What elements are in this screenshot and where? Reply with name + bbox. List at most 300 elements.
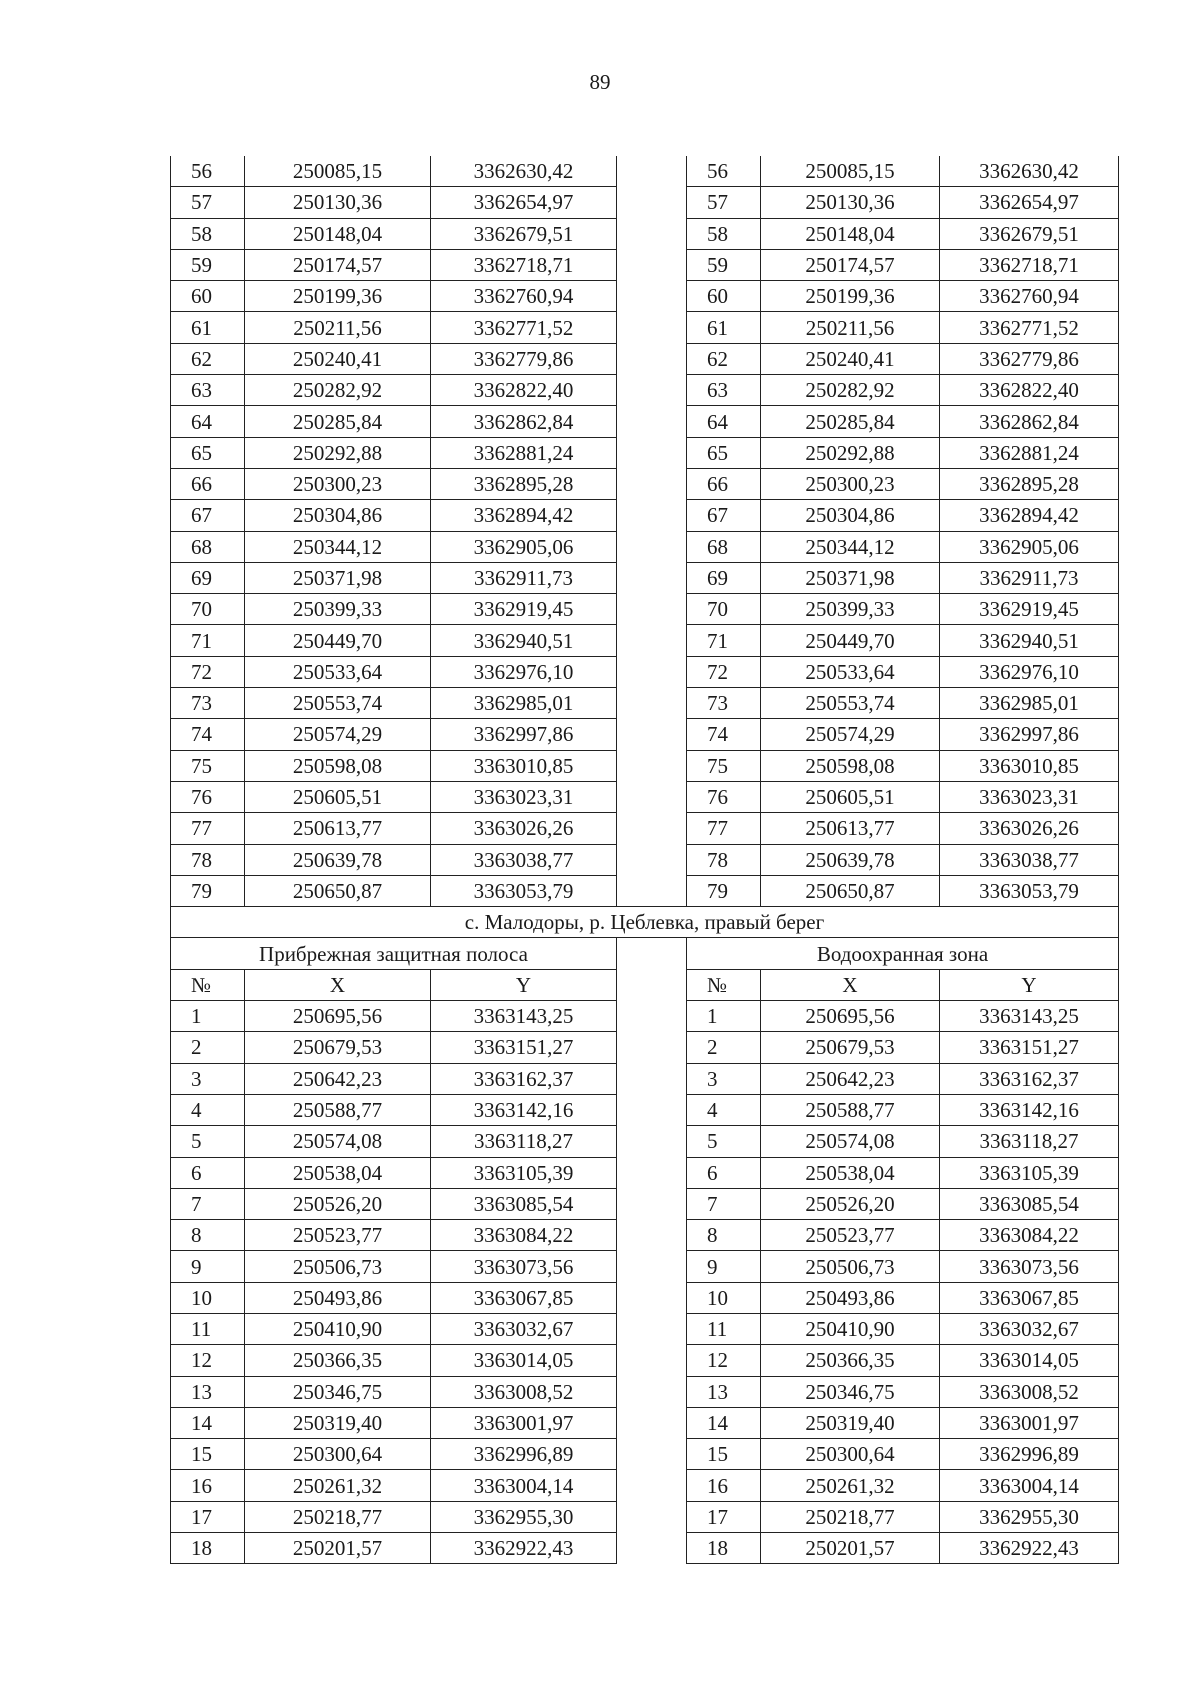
right-coord-y-cell: 3363105,39 [940,1157,1119,1188]
right-coord-y-cell: 3362881,24 [940,437,1119,468]
left-coord-y-cell: 3363001,97 [431,1407,617,1438]
table-row [171,531,1119,562]
table-row [171,1313,1119,1344]
right-coord-x-cell: 250695,56 [761,1001,940,1032]
table-row [171,406,1119,437]
right-coord-x-cell: 250218,77 [761,1501,940,1532]
table-gap [617,594,687,625]
left-coord-x-cell: 250523,77 [245,1220,431,1251]
left-point-number-cell: 15 [171,1439,245,1470]
left-coord-y-cell: 3363053,79 [431,875,617,906]
left-point-number-cell: 62 [171,343,245,374]
table-gap [617,1157,687,1188]
left-coord-x-cell: 250199,36 [245,281,431,312]
left-coord-y-cell: 3363038,77 [431,844,617,875]
right-point-number-cell: 76 [687,781,761,812]
right-point-number-cell: 73 [687,688,761,719]
table-gap [617,531,687,562]
left-coord-x-cell: 250130,36 [245,187,431,218]
left-coord-x-cell: 250574,08 [245,1126,431,1157]
right-coord-y-cell: 3362985,01 [940,688,1119,719]
table-gap [617,1376,687,1407]
left-coord-x-cell: 250174,57 [245,249,431,280]
table-row [171,375,1119,406]
right-point-number-cell: 61 [687,312,761,343]
left-point-number-cell: 10 [171,1282,245,1313]
left-coord-y-cell: 3363026,26 [431,813,617,844]
left-coord-x-cell: 250605,51 [245,781,431,812]
right-coord-x-cell: 250642,23 [761,1063,940,1094]
right-coord-y-cell: 3363118,27 [940,1126,1119,1157]
right-coord-y-cell: 3363008,52 [940,1376,1119,1407]
table-row [171,1439,1119,1470]
right-point-number-cell: 8 [687,1220,761,1251]
right-coord-y-cell: 3362895,28 [940,468,1119,499]
table-row [171,656,1119,687]
table-row [171,312,1119,343]
right-coord-y-cell: 3363162,37 [940,1063,1119,1094]
left-point-number-cell: 79 [171,875,245,906]
right-coord-y-cell: 3363151,27 [940,1032,1119,1063]
right-point-number-cell: 70 [687,594,761,625]
left-point-number-cell: 4 [171,1094,245,1125]
left-point-number-cell: 72 [171,656,245,687]
left-y-header: Y [431,969,617,1000]
right-point-number-cell: 62 [687,343,761,374]
table-row [171,1533,1119,1564]
left-coord-y-cell: 3363085,54 [431,1188,617,1219]
right-coord-x-cell: 250410,90 [761,1313,940,1344]
table-row [171,437,1119,468]
left-coord-y-cell: 3363010,85 [431,750,617,781]
table-gap [617,1220,687,1251]
right-point-number-cell: 65 [687,437,761,468]
right-point-number-cell: 79 [687,875,761,906]
table-gap [617,875,687,906]
left-coord-y-cell: 3362822,40 [431,375,617,406]
left-coord-x-cell: 250304,86 [245,500,431,531]
right-coord-x-cell: 250613,77 [761,813,940,844]
left-coord-y-cell: 3362894,42 [431,500,617,531]
right-point-number-cell: 2 [687,1032,761,1063]
right-coord-x-cell: 250533,64 [761,656,940,687]
table-gap [617,1188,687,1219]
left-coord-x-cell: 250261,32 [245,1470,431,1501]
right-point-number-cell: 56 [687,156,761,187]
left-coord-x-cell: 250574,29 [245,719,431,750]
right-coord-x-cell: 250300,64 [761,1439,940,1470]
left-coord-x-cell: 250148,04 [245,218,431,249]
section-title: с. Малодоры, р. Цеблевка, правый берег [171,907,1119,938]
left-point-number-cell: 5 [171,1126,245,1157]
right-coord-y-cell: 3362760,94 [940,281,1119,312]
left-coord-y-cell: 3362862,84 [431,406,617,437]
left-point-number-cell: 74 [171,719,245,750]
left-coord-x-cell: 250642,23 [245,1063,431,1094]
left-point-number-cell: 14 [171,1407,245,1438]
left-point-number-cell: 8 [171,1220,245,1251]
table-gap [617,656,687,687]
table-gap [617,468,687,499]
table-row [171,1094,1119,1125]
right-coord-y-cell: 3363032,67 [940,1313,1119,1344]
right-point-number-cell: 13 [687,1376,761,1407]
table-gap [617,1501,687,1532]
table-row [171,1188,1119,1219]
right-coord-x-cell: 250261,32 [761,1470,940,1501]
table-row [171,1032,1119,1063]
right-point-number-cell: 17 [687,1501,761,1532]
left-coord-x-cell: 250285,84 [245,406,431,437]
table-gap [617,844,687,875]
right-point-number-cell: 6 [687,1157,761,1188]
right-coord-x-cell: 250399,33 [761,594,940,625]
right-coord-y-cell: 3362996,89 [940,1439,1119,1470]
left-point-number-cell: 3 [171,1063,245,1094]
table-gap [617,156,687,187]
left-coord-x-cell: 250449,70 [245,625,431,656]
right-point-number-cell: 68 [687,531,761,562]
left-coord-y-cell: 3363008,52 [431,1376,617,1407]
left-point-number-cell: 75 [171,750,245,781]
table-row [171,1282,1119,1313]
right-x-header: X [761,969,940,1000]
left-point-number-cell: 1 [171,1001,245,1032]
right-coord-y-cell: 3362679,51 [940,218,1119,249]
right-point-number-cell: 18 [687,1533,761,1564]
right-coord-x-cell: 250588,77 [761,1094,940,1125]
left-point-number-cell: 7 [171,1188,245,1219]
table-gap [617,1126,687,1157]
table-gap [617,312,687,343]
left-point-number-cell: 17 [171,1501,245,1532]
left-coord-y-cell: 3363151,27 [431,1032,617,1063]
right-coord-x-cell: 250679,53 [761,1032,940,1063]
table-gap [617,281,687,312]
right-point-number-cell: 72 [687,656,761,687]
left-coord-y-cell: 3363073,56 [431,1251,617,1282]
right-point-number-cell: 3 [687,1063,761,1094]
left-coord-y-cell: 3362779,86 [431,343,617,374]
left-point-number-cell: 58 [171,218,245,249]
left-coord-x-cell: 250493,86 [245,1282,431,1313]
right-coord-x-cell: 250085,15 [761,156,940,187]
table-gap [617,375,687,406]
right-point-number-cell: 66 [687,468,761,499]
left-zone-header: Прибрежная защитная полоса [171,938,617,969]
right-coord-x-cell: 250304,86 [761,500,940,531]
right-coord-x-cell: 250282,92 [761,375,940,406]
table-gap [617,1439,687,1470]
right-coord-y-cell: 3363084,22 [940,1220,1119,1251]
table-gap [617,1094,687,1125]
table-gap [617,500,687,531]
right-coord-y-cell: 3363085,54 [940,1188,1119,1219]
left-coord-y-cell: 3362905,06 [431,531,617,562]
table-gap [617,187,687,218]
section-title-row [171,907,1119,938]
right-point-number-cell: 9 [687,1251,761,1282]
left-coord-x-cell: 250598,08 [245,750,431,781]
right-coord-y-cell: 3362894,42 [940,500,1119,531]
left-coord-y-cell: 3363142,16 [431,1094,617,1125]
left-coord-x-cell: 250240,41 [245,343,431,374]
table-gap [617,437,687,468]
table-row [171,249,1119,280]
table-gap [617,249,687,280]
left-point-number-cell: 66 [171,468,245,499]
left-point-number-cell: 70 [171,594,245,625]
right-coord-x-cell: 250285,84 [761,406,940,437]
table-row [171,813,1119,844]
right-coord-y-cell: 3362718,71 [940,249,1119,280]
left-coord-x-cell: 250282,92 [245,375,431,406]
left-point-number-cell: 76 [171,781,245,812]
coordinates-table [170,156,1119,1564]
left-coord-x-cell: 250650,87 [245,875,431,906]
right-point-number-cell: 12 [687,1345,761,1376]
table-gap [617,1282,687,1313]
left-coord-y-cell: 3362955,30 [431,1501,617,1532]
right-point-number-cell: 10 [687,1282,761,1313]
left-coord-y-cell: 3362919,45 [431,594,617,625]
left-point-number-cell: 6 [171,1157,245,1188]
right-coord-x-cell: 250598,08 [761,750,940,781]
left-point-number-cell: 12 [171,1345,245,1376]
left-point-number-cell: 60 [171,281,245,312]
right-coord-y-cell: 3363053,79 [940,875,1119,906]
right-coord-x-cell: 250292,88 [761,437,940,468]
table-row [171,1376,1119,1407]
table-row [171,1001,1119,1032]
right-coord-y-cell: 3362976,10 [940,656,1119,687]
left-coord-x-cell: 250346,75 [245,1376,431,1407]
left-point-number-cell: 59 [171,249,245,280]
left-coord-y-cell: 3363023,31 [431,781,617,812]
left-point-number-cell: 18 [171,1533,245,1564]
left-coord-x-cell: 250366,35 [245,1345,431,1376]
left-point-number-cell: 9 [171,1251,245,1282]
right-coord-y-cell: 3362630,42 [940,156,1119,187]
table-gap [617,781,687,812]
left-point-number-cell: 71 [171,625,245,656]
left-coord-x-cell: 250300,64 [245,1439,431,1470]
table-row [171,562,1119,593]
left-coord-y-cell: 3362985,01 [431,688,617,719]
left-point-number-cell: 73 [171,688,245,719]
left-coord-y-cell: 3363032,67 [431,1313,617,1344]
table-gap [617,938,687,969]
table-row [171,1345,1119,1376]
left-coord-x-cell: 250526,20 [245,1188,431,1219]
right-coord-x-cell: 250538,04 [761,1157,940,1188]
right-point-number-cell: 74 [687,719,761,750]
left-coord-x-cell: 250399,33 [245,594,431,625]
right-coord-x-cell: 250523,77 [761,1220,940,1251]
right-coord-y-cell: 3362997,86 [940,719,1119,750]
table-row [171,468,1119,499]
left-point-number-cell: 69 [171,562,245,593]
table-row [171,875,1119,906]
table-gap [617,406,687,437]
right-coord-x-cell: 250526,20 [761,1188,940,1219]
table-row [171,343,1119,374]
left-point-number-cell: 64 [171,406,245,437]
left-coord-x-cell: 250292,88 [245,437,431,468]
left-point-number-cell: 65 [171,437,245,468]
right-point-number-cell: 7 [687,1188,761,1219]
right-coord-x-cell: 250371,98 [761,562,940,593]
left-point-number-cell: 77 [171,813,245,844]
left-coord-x-cell: 250679,53 [245,1032,431,1063]
table-row [171,1501,1119,1532]
left-point-number-cell: 68 [171,531,245,562]
right-coord-x-cell: 250574,08 [761,1126,940,1157]
right-point-number-cell: 63 [687,375,761,406]
left-coord-y-cell: 3362771,52 [431,312,617,343]
right-coord-y-cell: 3363023,31 [940,781,1119,812]
left-coord-y-cell: 3362654,97 [431,187,617,218]
table-gap [617,343,687,374]
right-point-number-cell: 59 [687,249,761,280]
left-coord-x-cell: 250506,73 [245,1251,431,1282]
left-coord-x-cell: 250218,77 [245,1501,431,1532]
table-row [171,156,1119,187]
right-coord-y-cell: 3363026,26 [940,813,1119,844]
left-point-number-cell: 61 [171,312,245,343]
left-coord-x-cell: 250695,56 [245,1001,431,1032]
table-row [171,218,1119,249]
right-coord-y-cell: 3362771,52 [940,312,1119,343]
right-coord-y-cell: 3362955,30 [940,1501,1119,1532]
right-point-number-cell: 67 [687,500,761,531]
left-coord-y-cell: 3362997,86 [431,719,617,750]
left-coord-x-cell: 250371,98 [245,562,431,593]
left-coord-y-cell: 3362922,43 [431,1533,617,1564]
right-coord-x-cell: 250344,12 [761,531,940,562]
right-coord-x-cell: 250449,70 [761,625,940,656]
left-coord-x-cell: 250538,04 [245,1157,431,1188]
table-row [171,781,1119,812]
right-coord-y-cell: 3362940,51 [940,625,1119,656]
right-coord-y-cell: 3363067,85 [940,1282,1119,1313]
left-coord-x-cell: 250344,12 [245,531,431,562]
right-coord-y-cell: 3363073,56 [940,1251,1119,1282]
right-coord-y-cell: 3363143,25 [940,1001,1119,1032]
table-row [171,187,1119,218]
right-point-number-cell: 60 [687,281,761,312]
right-coord-x-cell: 250148,04 [761,218,940,249]
right-coord-y-cell: 3362905,06 [940,531,1119,562]
left-coord-x-cell: 250300,23 [245,468,431,499]
zone-header-row [171,938,1119,969]
left-coord-y-cell: 3363004,14 [431,1470,617,1501]
left-coord-y-cell: 3363084,22 [431,1220,617,1251]
table-row [171,688,1119,719]
table-gap [617,562,687,593]
table-gap [617,750,687,781]
right-point-number-cell: 1 [687,1001,761,1032]
right-coord-x-cell: 250366,35 [761,1345,940,1376]
left-coord-x-cell: 250533,64 [245,656,431,687]
left-coord-y-cell: 3362679,51 [431,218,617,249]
table-row [171,500,1119,531]
left-coord-y-cell: 3362911,73 [431,562,617,593]
right-point-number-cell: 16 [687,1470,761,1501]
table-row [171,281,1119,312]
left-number-header: № [171,969,245,1000]
table-row [171,1157,1119,1188]
right-coord-x-cell: 250199,36 [761,281,940,312]
table-gap [617,625,687,656]
table-gap [617,688,687,719]
right-y-header: Y [940,969,1119,1000]
right-point-number-cell: 64 [687,406,761,437]
right-coord-x-cell: 250493,86 [761,1282,940,1313]
left-coord-x-cell: 250588,77 [245,1094,431,1125]
left-coord-x-cell: 250319,40 [245,1407,431,1438]
right-point-number-cell: 71 [687,625,761,656]
table-row [171,1063,1119,1094]
right-zone-header: Водоохранная зона [687,938,1119,969]
right-coord-x-cell: 250553,74 [761,688,940,719]
right-coord-y-cell: 3363010,85 [940,750,1119,781]
right-coord-y-cell: 3363001,97 [940,1407,1119,1438]
left-x-header: X [245,969,431,1000]
table-row [171,1470,1119,1501]
table-gap [617,719,687,750]
right-point-number-cell: 75 [687,750,761,781]
right-coord-y-cell: 3362654,97 [940,187,1119,218]
left-coord-y-cell: 3362976,10 [431,656,617,687]
left-coord-y-cell: 3362630,42 [431,156,617,187]
column-header-row [171,969,1119,1000]
table-row [171,844,1119,875]
left-coord-x-cell: 250201,57 [245,1533,431,1564]
table-gap [617,1032,687,1063]
right-coord-y-cell: 3363038,77 [940,844,1119,875]
left-point-number-cell: 67 [171,500,245,531]
right-point-number-cell: 69 [687,562,761,593]
table-row [171,1220,1119,1251]
table-row [171,1251,1119,1282]
left-coord-y-cell: 3362760,94 [431,281,617,312]
right-number-header: № [687,969,761,1000]
right-coord-y-cell: 3362922,43 [940,1533,1119,1564]
table-gap [617,813,687,844]
left-coord-y-cell: 3362881,24 [431,437,617,468]
left-coord-x-cell: 250410,90 [245,1313,431,1344]
left-coord-x-cell: 250639,78 [245,844,431,875]
table-gap [617,1345,687,1376]
table-row [171,750,1119,781]
left-point-number-cell: 56 [171,156,245,187]
right-coord-x-cell: 250211,56 [761,312,940,343]
right-coord-x-cell: 250639,78 [761,844,940,875]
right-point-number-cell: 11 [687,1313,761,1344]
right-point-number-cell: 15 [687,1439,761,1470]
right-point-number-cell: 58 [687,218,761,249]
left-point-number-cell: 11 [171,1313,245,1344]
left-coord-y-cell: 3362718,71 [431,249,617,280]
right-point-number-cell: 4 [687,1094,761,1125]
right-coord-x-cell: 250300,23 [761,468,940,499]
table-row [171,719,1119,750]
left-coord-y-cell: 3362895,28 [431,468,617,499]
table-gap [617,1533,687,1564]
table-gap [617,1001,687,1032]
table-gap [617,969,687,1000]
